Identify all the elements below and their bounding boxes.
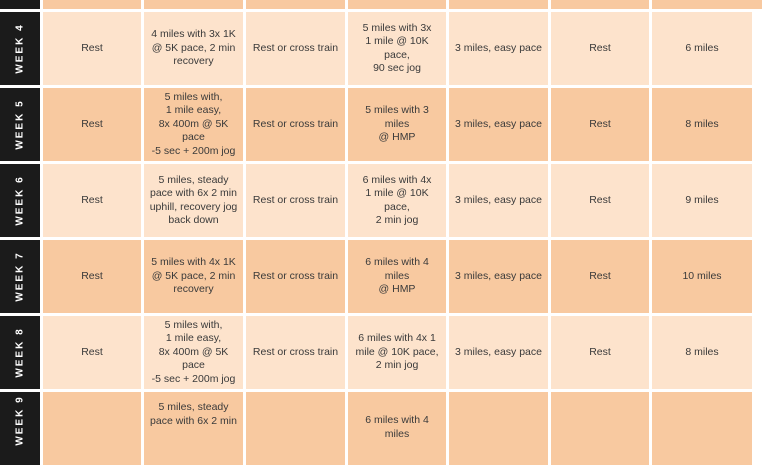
- monday-cell: Rest: [43, 316, 141, 389]
- friday-cell: 3 miles, easy pace: [449, 88, 548, 161]
- monday-cell: [43, 392, 141, 465]
- table-row: [0, 240, 760, 313]
- friday-cell: 3 miles, easy pace: [449, 164, 548, 237]
- week-label: WEEK 5: [0, 88, 40, 161]
- table-row: [0, 164, 760, 237]
- friday-cell: 3 miles, easy pace: [449, 240, 548, 313]
- wednesday-cell: Rest or cross train: [246, 164, 345, 237]
- previous-week-row-edge: [0, 0, 760, 9]
- monday-cell: Rest: [43, 88, 141, 161]
- sunday-cell: [652, 392, 752, 465]
- wednesday-cell: Rest or cross train: [246, 316, 345, 389]
- tuesday-cell: 5 miles with, 1 mile easy, 8x 400m @ 5K pace -5 sec + 200m jog: [144, 88, 243, 161]
- thursday-cell: 5 miles with 3x 1 mile @ 10K pace, 90 sec jog: [348, 12, 446, 85]
- tuesday-cell: 5 miles, steady pace with 6x 2 min uphill, recovery jog back down: [144, 164, 243, 237]
- thursday-cell: 6 miles with 4x 1 mile @ 10K pace, 2 min jog: [348, 164, 446, 237]
- thursday-cell: 5 miles with 3 miles @ HMP: [348, 88, 446, 161]
- thursday-cell: 6 miles with 4 miles: [348, 392, 446, 465]
- tuesday-cell: 5 miles, steady pace with 6x 2 min: [144, 392, 243, 465]
- table-row: [0, 88, 760, 161]
- monday-cell: Rest: [43, 12, 141, 85]
- friday-cell: [449, 392, 548, 465]
- week-label: WEEK 7: [0, 240, 40, 313]
- wednesday-cell: Rest or cross train: [246, 88, 345, 161]
- sunday-cell: 8 miles: [652, 316, 752, 389]
- sunday-cell: 9 miles: [652, 164, 752, 237]
- saturday-cell: [551, 392, 649, 465]
- table-row: [0, 392, 760, 465]
- saturday-cell: Rest: [551, 164, 649, 237]
- week-label: WEEK 9: [0, 392, 40, 465]
- wednesday-cell: Rest or cross train: [246, 12, 345, 85]
- monday-cell: Rest: [43, 240, 141, 313]
- sunday-cell: 6 miles: [652, 12, 752, 85]
- saturday-cell: Rest: [551, 240, 649, 313]
- tuesday-cell: 5 miles with, 1 mile easy, 8x 400m @ 5K pace -5 sec + 200m jog: [144, 316, 243, 389]
- tuesday-cell: 5 miles with 4x 1K @ 5K pace, 2 min recovery: [144, 240, 243, 313]
- saturday-cell: Rest: [551, 316, 649, 389]
- week-label: WEEK 6: [0, 164, 40, 237]
- sunday-cell: 10 miles: [652, 240, 752, 313]
- thursday-cell: 6 miles with 4x 1 mile @ 10K pace, 2 min jog: [348, 316, 446, 389]
- tuesday-cell: 4 miles with 3x 1K @ 5K pace, 2 min recovery: [144, 12, 243, 85]
- table-row: [0, 12, 760, 85]
- wednesday-cell: Rest or cross train: [246, 240, 345, 313]
- friday-cell: 3 miles, easy pace: [449, 12, 548, 85]
- week-label: WEEK 4: [0, 12, 40, 85]
- saturday-cell: Rest: [551, 12, 649, 85]
- thursday-cell: 6 miles with 4 miles @ HMP: [348, 240, 446, 313]
- saturday-cell: Rest: [551, 88, 649, 161]
- monday-cell: Rest: [43, 164, 141, 237]
- table-row: [0, 316, 760, 389]
- friday-cell: 3 miles, easy pace: [449, 316, 548, 389]
- week-label: [0, 0, 40, 9]
- week-label: WEEK 8: [0, 316, 40, 389]
- sunday-cell: 8 miles: [652, 88, 752, 161]
- wednesday-cell: [246, 392, 345, 465]
